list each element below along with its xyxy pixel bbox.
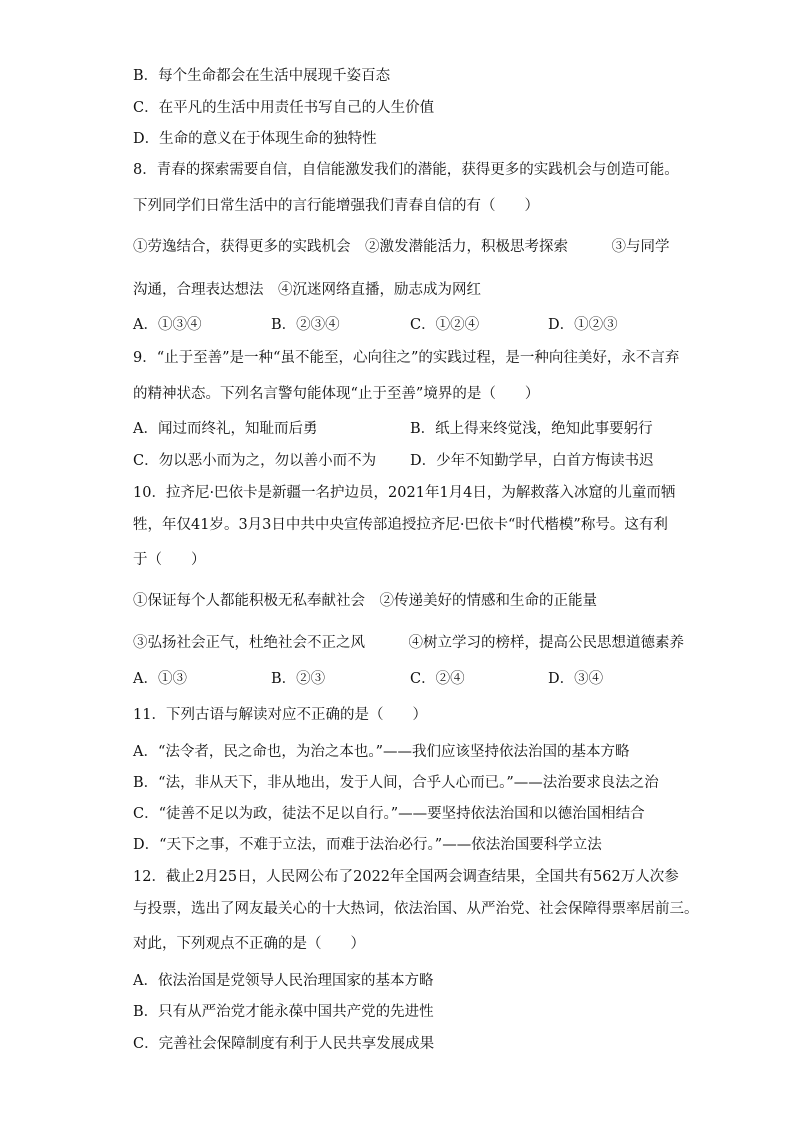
q10-stem-line2: 牲，年仅41岁。3月3日中共中央宣传部追授拉齐尼·巴依卡“时代楷模”称号。这有利 [133, 517, 668, 533]
q12-stem-line2: 与投票，选出了网友最关心的十大热词，依法治国、从严治党、社会保障得票率居前三。 [133, 901, 699, 917]
q9-stem-line1: 9．“止于至善”是一种“虽不能至，心向往之”的实践过程，是一种向往美好，永不言弃 [133, 350, 680, 366]
q7-option-b: B．每个生命都会在生活中展现千姿百态 [133, 68, 391, 84]
q9-option-b: B．纸上得来终觉浅，绝知此事要躬行 [410, 421, 653, 437]
q10-option-d: D．③④ [548, 671, 604, 687]
q8-option-a: A．①③④ [133, 317, 202, 333]
q11-option-a: A．“法令者，民之命也，为治之本也。”——我们应该坚持依法治国的基本方略 [133, 744, 630, 760]
q12-stem-line3: 对此，下列观点不正确的是（ ） [133, 936, 365, 952]
q11-stem: 11．下列古语与解读对应不正确的是（ ） [133, 707, 427, 723]
q10-option-b: B．②③ [271, 671, 326, 687]
q10-stem-line1: 10．拉齐尼·巴依卡是新疆一名护边员，2021年1月4日，为解救落入冰窟的儿童而牺 [133, 485, 676, 501]
q12-option-c: C．完善社会保障制度有利于人民共享发展成果 [133, 1036, 435, 1052]
q10-stem-line3: 于（ ） [133, 552, 206, 568]
q10-option-a: A．①③ [133, 671, 187, 687]
q9-stem-line2: 的精神状态。下列名言警句能体现“止于至善”境界的是（ ） [133, 386, 540, 402]
q11-option-b: B．“法，非从天下，非从地出，发于人间，合乎人心而已。”——法治要求良法之治 [133, 775, 659, 791]
q9-option-d: D．少年不知勤学早，白首方悔读书迟 [410, 453, 654, 469]
q11-option-d: D．“天下之事，不难于立法，而难于法治必行。”——依法治国要科学立法 [133, 837, 602, 853]
q8-items-line1: ①劳逸结合，获得更多的实践机会 ②激发潜能活力，积极思考探索 ③与同学 [133, 239, 670, 255]
q9-option-a: A．闻过而终礼，知耻而后勇 [133, 421, 318, 437]
q10-option-c: C．②④ [410, 671, 465, 687]
q12-option-b: B．只有从严治党才能永葆中国共产党的先进性 [133, 1004, 434, 1020]
q10-items-line2: ③弘扬社会正气，杜绝社会不正之风 ④树立学习的榜样，提高公民思想道德素养 [133, 635, 684, 651]
q10-items-line1: ①保证每个人都能积极无私奉献社会 ②传递美好的情感和生命的正能量 [133, 593, 597, 609]
q8-option-c: C．①②④ [410, 317, 480, 333]
q9-option-c: C．勿以恶小而为之，勿以善小而不为 [133, 453, 377, 469]
q12-stem-line1: 12．截止2月25日，人民网公布了2022年全国两会调查结果，全国共有562万人次参 [133, 869, 679, 885]
q8-items-line2: 沟通，合理表达想法 ④沉迷网络直播，励志成为网红 [133, 282, 481, 298]
q8-option-b: B．②③④ [271, 317, 340, 333]
q11-option-c: C．“徒善不足以为政，徒法不足以自行。”——要坚持依法治国和以德治国相结合 [133, 806, 645, 822]
q12-option-a: A．依法治国是党领导人民治理国家的基本方略 [133, 973, 434, 989]
q8-stem-line1: 8．青春的探索需要自信，自信能激发我们的潜能，获得更多的实践机会与创造可能。 [133, 162, 679, 178]
q8-stem-line2: 下列同学们日常生活中的言行能增强我们青春自信的有（ ） [133, 198, 539, 214]
q8-option-d: D．①②③ [548, 317, 618, 333]
q7-option-d: D．生命的意义在于体现生命的独特性 [133, 131, 377, 147]
q7-option-c: C．在平凡的生活中用责任书写自己的人生价值 [133, 100, 435, 116]
